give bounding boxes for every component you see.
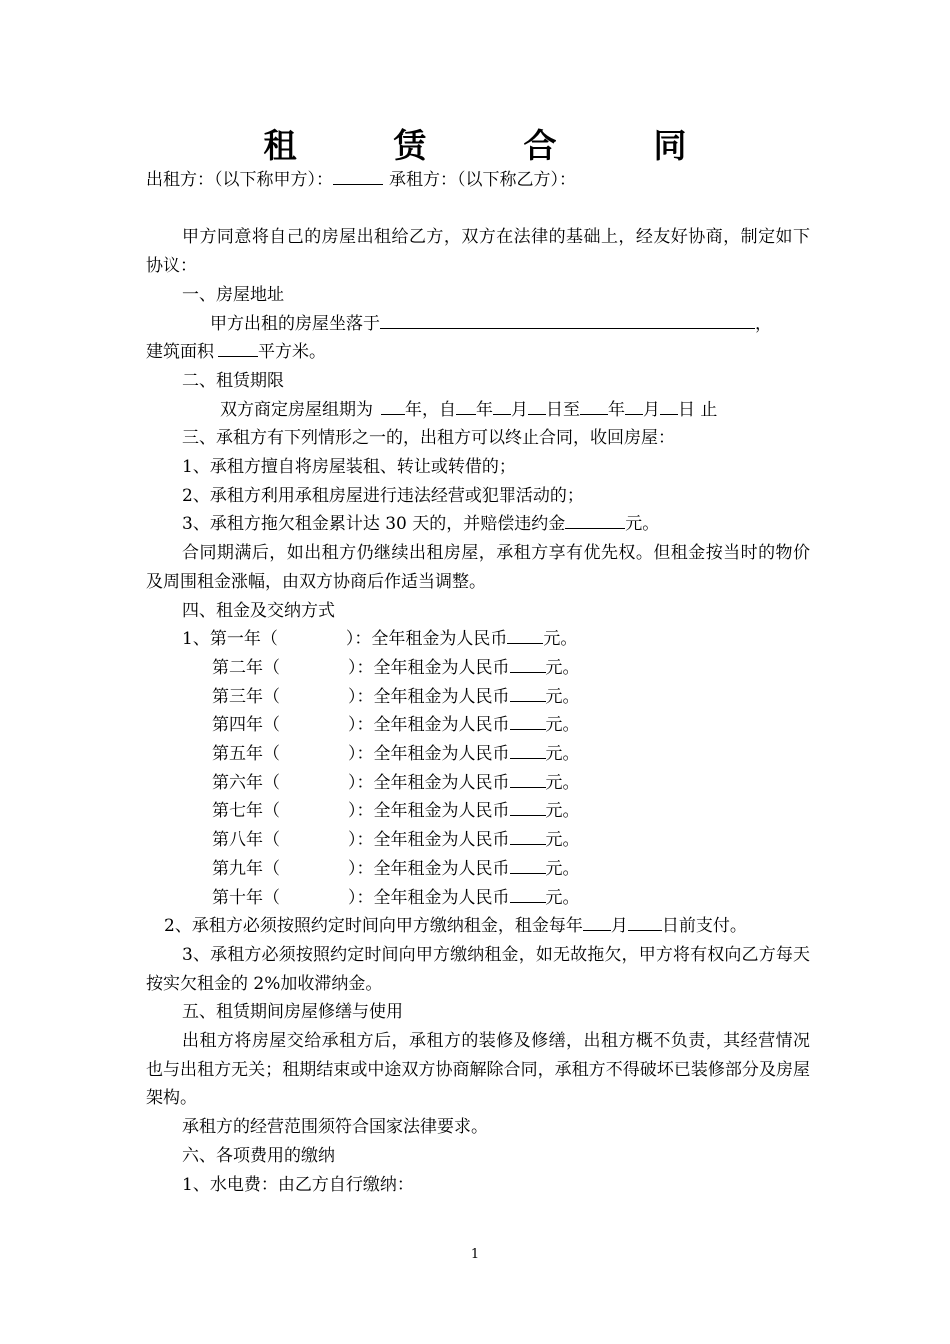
rent-schedule — [146, 625, 810, 912]
rent-year-end: 元。 — [545, 830, 580, 851]
start-year-blank — [456, 396, 476, 415]
payment-day-blank — [628, 912, 662, 931]
rent-year-label: 第十年 — [212, 887, 263, 908]
address-comma: ， — [755, 313, 772, 334]
rent-year-open: （ — [263, 715, 280, 736]
lessee-label: 承租方：（以下称乙方）： — [389, 170, 576, 190]
rent-year-close: ）：全年租金为人民币 — [348, 657, 510, 678]
payment-date-label: 2、承租方必须按照约定时间向甲方缴纳租金，租金每年 — [164, 916, 583, 937]
area-label: 建筑面积 — [146, 342, 214, 363]
section-6-heading: 六、各项费用的缴纳 — [182, 1145, 335, 1166]
section-5-heading: 五、租赁期间房屋修缮与使用 — [182, 1002, 403, 1023]
document-title: 租 赁 合 同 — [263, 126, 719, 165]
end-month-unit: 月 — [643, 399, 660, 420]
term-line — [146, 396, 810, 425]
start-month-blank — [493, 396, 511, 415]
penalty-blank — [565, 510, 625, 529]
rent-year-row — [146, 855, 810, 884]
section-3-item-1: 1、承租方擅自将房屋装租、转让或转借的； — [182, 457, 516, 478]
lessor-label: 出租方：（以下称甲方）： — [146, 170, 333, 190]
rent-year-close: ）：全年租金为人民币 — [348, 715, 510, 736]
rent-year-end: 元。 — [543, 629, 578, 650]
payment-date-line — [146, 912, 810, 941]
document-body — [146, 166, 810, 1199]
area-unit: 平方米。 — [258, 342, 326, 363]
business-scope-paragraph: 承租方的经营范围须符合国家法律要求。 — [182, 1117, 488, 1138]
section-3-item-3 — [146, 510, 810, 539]
end-day-unit: 日 止 — [678, 399, 718, 420]
start-year-unit: 年 — [476, 399, 493, 420]
rent-year-close: ）：全年租金为人民币 — [348, 686, 510, 707]
rent-amount-blank — [510, 826, 546, 845]
rent-year-row — [146, 884, 810, 913]
start-day-unit: 日至 — [546, 399, 580, 420]
rent-year-open: （ — [263, 657, 280, 678]
start-month-unit: 月 — [511, 399, 528, 420]
rent-amount-blank — [510, 855, 546, 874]
payment-day-unit: 日前支付。 — [661, 916, 747, 937]
term-from: 年，自 — [405, 399, 456, 420]
lessor-blank — [333, 166, 383, 185]
rent-year-close: ）：全年租金为人民币 — [348, 830, 510, 851]
penalty-label: 3、承租方拖欠租金累计达 30 天的，并赔偿违约金 — [182, 514, 566, 535]
rent-amount-blank — [510, 769, 546, 788]
section-3-item-2: 2、承租方利用承租房屋进行违法经营或犯罪活动的； — [182, 485, 584, 506]
rent-amount-blank — [510, 884, 546, 903]
rent-amount-blank — [510, 711, 546, 730]
rent-year-open: （ — [263, 686, 280, 707]
section-1-heading: 一、房屋地址 — [182, 284, 284, 305]
rent-year-row — [146, 683, 810, 712]
rent-year-close: ）：全年租金为人民币 — [345, 629, 508, 650]
rent-year-label: 第三年 — [212, 686, 263, 707]
rent-amount-blank — [510, 654, 546, 673]
rent-year-close: ）：全年租金为人民币 — [348, 858, 510, 879]
parties-line — [146, 166, 810, 195]
rent-item-prefix: 1、 — [182, 629, 210, 650]
rent-year-open: （ — [263, 830, 280, 851]
rent-year-open: （ — [263, 887, 280, 908]
end-month-blank — [625, 396, 643, 415]
end-year-unit: 年 — [608, 399, 625, 420]
payment-month-blank — [583, 912, 611, 931]
renewal-paragraph: 合同期满后，如出租方仍继续出租房屋，承租方享有优先权。但租金按当时的物价及周围租金涨幅，由双方协商后作适当调整。 — [146, 543, 810, 592]
rent-year-row — [146, 826, 810, 855]
rent-year-open: （ — [263, 744, 280, 765]
end-year-blank — [580, 396, 608, 415]
payment-month-unit: 月 — [610, 916, 628, 937]
penalty-unit: 元。 — [625, 514, 660, 535]
rent-amount-blank — [510, 740, 546, 759]
rent-year-open: （ — [260, 629, 278, 650]
end-day-blank — [660, 396, 678, 415]
rent-year-end: 元。 — [545, 715, 580, 736]
section-6-item-1: 1、水电费：由乙方自行缴纳： — [182, 1174, 414, 1195]
rent-amount-blank — [510, 683, 546, 702]
rent-year-label: 第六年 — [212, 772, 263, 793]
rent-year-end: 元。 — [545, 744, 580, 765]
rent-year-label: 第九年 — [212, 858, 263, 879]
intro-paragraph: 甲方同意将自己的房屋出租给乙方，双方在法律的基础上，经友好协商，制定如下协议： — [146, 227, 810, 277]
maintenance-paragraph: 出租方将房屋交给承租方后，承租方的装修及修缮，出租方概不负责，其经营情况也与出租方无关；租期结束或中途双方协商解除合同，承租方不得破坏已装修部分及房屋架构。 — [146, 1031, 810, 1109]
rent-year-label: 第七年 — [212, 801, 263, 822]
section-2-heading: 二、租赁期限 — [182, 370, 284, 391]
section-4-heading: 四、租金及交纳方式 — [182, 600, 335, 621]
rent-year-close: ）：全年租金为人民币 — [348, 801, 510, 822]
rent-year-row — [146, 711, 810, 740]
rent-year-row — [146, 654, 810, 683]
rent-amount-blank — [507, 625, 543, 644]
rent-year-label: 第二年 — [212, 657, 263, 678]
rent-year-row — [146, 625, 810, 654]
rent-year-close: ）：全年租金为人民币 — [348, 744, 510, 765]
rent-year-end: 元。 — [545, 686, 580, 707]
rent-year-label: 第四年 — [212, 715, 263, 736]
rent-year-label: 第一年 — [209, 629, 261, 650]
rent-year-end: 元。 — [545, 801, 580, 822]
address-label: 甲方出租的房屋坐落于 — [210, 313, 380, 334]
rent-year-row — [146, 740, 810, 769]
area-line — [146, 338, 810, 367]
address-line — [146, 310, 810, 339]
rent-year-close: ）：全年租金为人民币 — [348, 887, 510, 908]
rent-year-end: 元。 — [545, 887, 580, 908]
rent-year-end: 元。 — [545, 772, 580, 793]
rent-year-end: 元。 — [545, 657, 580, 678]
rent-year-open: （ — [263, 772, 280, 793]
section-3-heading: 三、承租方有下列情形之一的，出租方可以终止合同，收回房屋： — [182, 428, 675, 449]
rent-year-label: 第五年 — [212, 744, 263, 765]
rent-year-row — [146, 797, 810, 826]
rent-year-label: 第八年 — [212, 830, 263, 851]
rent-year-close: ）：全年租金为人民币 — [348, 772, 510, 793]
term-label: 双方商定房屋组期为 — [220, 399, 373, 420]
late-fee-paragraph: 3、承租方必须按照约定时间向甲方缴纳租金，如无故拖欠，甲方将有权向乙方每天按实欠租金的 2%加收滞纳金。 — [146, 944, 810, 994]
rent-year-open: （ — [263, 858, 280, 879]
rent-year-open: （ — [263, 801, 280, 822]
rent-year-row — [146, 769, 810, 798]
page-number: 1 — [470, 1247, 480, 1262]
rent-year-end: 元。 — [545, 858, 580, 879]
address-blank — [380, 310, 755, 329]
start-day-blank — [528, 396, 546, 415]
term-years-blank — [381, 396, 405, 415]
rent-amount-blank — [510, 797, 546, 816]
area-blank — [218, 338, 258, 357]
